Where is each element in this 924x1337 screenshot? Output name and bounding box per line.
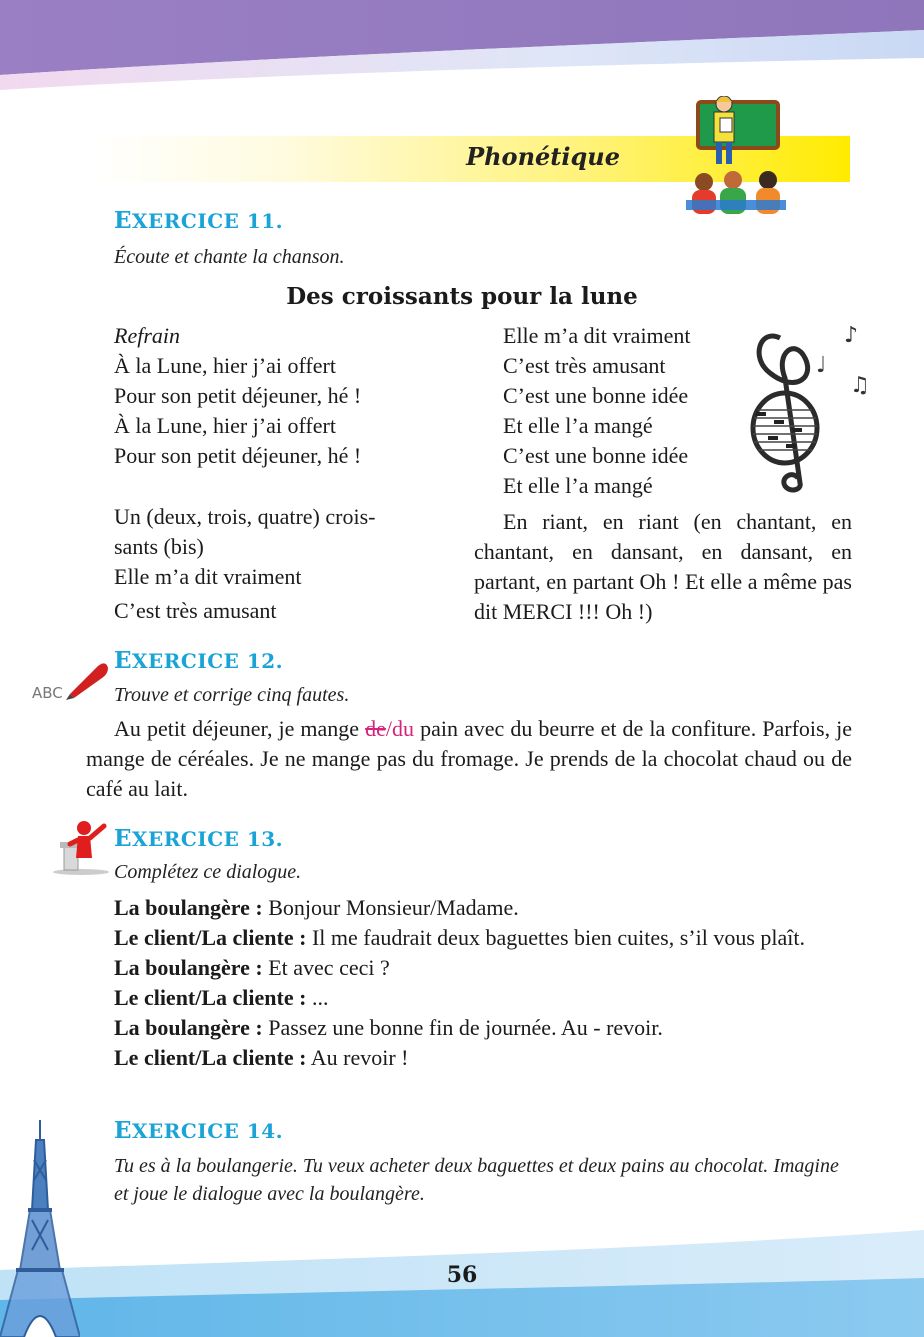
dialogue-line [86,953,852,983]
speaker-label: La boulangère : [114,895,263,920]
song-line: Un (deux, trois, quatre) crois- [114,504,376,529]
dialogue-text: Passez une bonne fin de journée. Au - revoir. [262,1015,663,1040]
svg-text:♫: ♫ [850,373,870,398]
dialogue-line [86,893,852,923]
song-left-column [114,321,361,471]
dialogue-text: Bonjour Monsieur/Madame. [262,895,519,920]
song-line: C’est très amusant [503,353,666,378]
song-title: Des croissants pour la lune [286,283,638,310]
exercise-13-title: EXERCICE 13. [114,825,284,852]
song-right-paragraph: En riant, en riant (en chantant, en chantant, en dansant, en dansant, en partant, en partant Oh ! Et elle a même pas dit MERCI !!! Oh !) [474,509,852,624]
dialogue-line [86,1013,852,1043]
song-line: C’est une bonne idée [503,383,689,408]
song-line: sants (bis) [114,534,204,559]
song-left-column-2 [114,502,375,626]
treble-clef-illustration [740,318,875,493]
speaker-label: Le client/La cliente : [114,1045,307,1070]
svg-text:♩: ♩ [816,353,827,378]
speaker-at-podium-icon [50,818,112,876]
exercise-12-title: EXERCICE 12. [114,647,284,674]
exercise-13-instruction: Complétez ce dialogue. [114,861,302,883]
exercise-12-instruction: Trouve et corrige cinq fautes. [114,684,350,706]
exercise-14-instruction: Tu es à la boulangerie. Tu veux acheter deux baguettes et deux pains au chocolat. Imagine et joue le dialogue avec la boulangère. [114,1155,839,1205]
dialogue-line [86,1043,852,1073]
song-line: Pour son petit déjeuner, hé ! [114,443,362,468]
exercise-11-instruction: Écoute et chante la chanson. [114,246,345,268]
top-band [0,0,924,110]
eiffel-tower-illustration [0,1120,80,1337]
dialogue-line [86,983,852,1013]
song-line: Elle m’a dit vraiment [114,564,302,589]
section-title: Phonétique [466,142,620,171]
speaker-label: La boulangère : [114,1015,263,1040]
speaker-label: Le client/La cliente : [114,985,307,1010]
exercise-12-text [86,714,852,804]
refrain-label: Refrain [114,323,180,348]
dialogue-text: Il me faudrait deux baguettes bien cuites, s’il vous plaît. [306,925,805,950]
teacher-classroom-illustration [686,96,786,218]
dialogue-text: ... [306,985,329,1010]
abc-pencil-icon [30,660,112,704]
abc-icon-text: ABC [32,684,63,702]
dialogue-text: Et avec ceci ? [262,955,390,980]
song-line: C’est une bonne idée [503,443,689,468]
dialogue [86,893,852,1073]
dialogue-line [86,923,852,953]
speaker-label: La boulangère : [114,955,263,980]
text-before-correction: Au petit déjeuner, je mange [114,716,366,741]
song-line: Et elle l’a mangé [503,413,653,438]
page-number: 56 [446,1262,478,1288]
song-line: À la Lune, hier j’ai offert [114,413,336,438]
svg-text:♪: ♪ [844,323,859,348]
struck-word: de [365,716,386,741]
dialogue-text: Au revoir ! [306,1045,409,1070]
exercise-11-title: EXERCICE 11. [114,207,284,234]
song-line: À la Lune, hier j’ai offert [114,353,336,378]
song-line: Et elle l’a mangé [503,473,653,498]
text-after-correction: pain avec du beurre et de la confiture. Parfois, je mange de céréales. Je ne mange pas du fromage. Je prends de la chocolat chaud ou de café au lait. [86,716,853,801]
speaker-label: Le client/La cliente : [114,925,307,950]
exercise-14-title: EXERCICE 14. [114,1117,284,1144]
song-line: C’est très amusant [114,598,277,623]
song-line: Pour son petit déjeuner, hé ! [114,383,362,408]
song-line: Elle m’a dit vraiment [503,323,691,348]
song-right-column [503,321,691,501]
correction-word: /du [385,716,415,741]
